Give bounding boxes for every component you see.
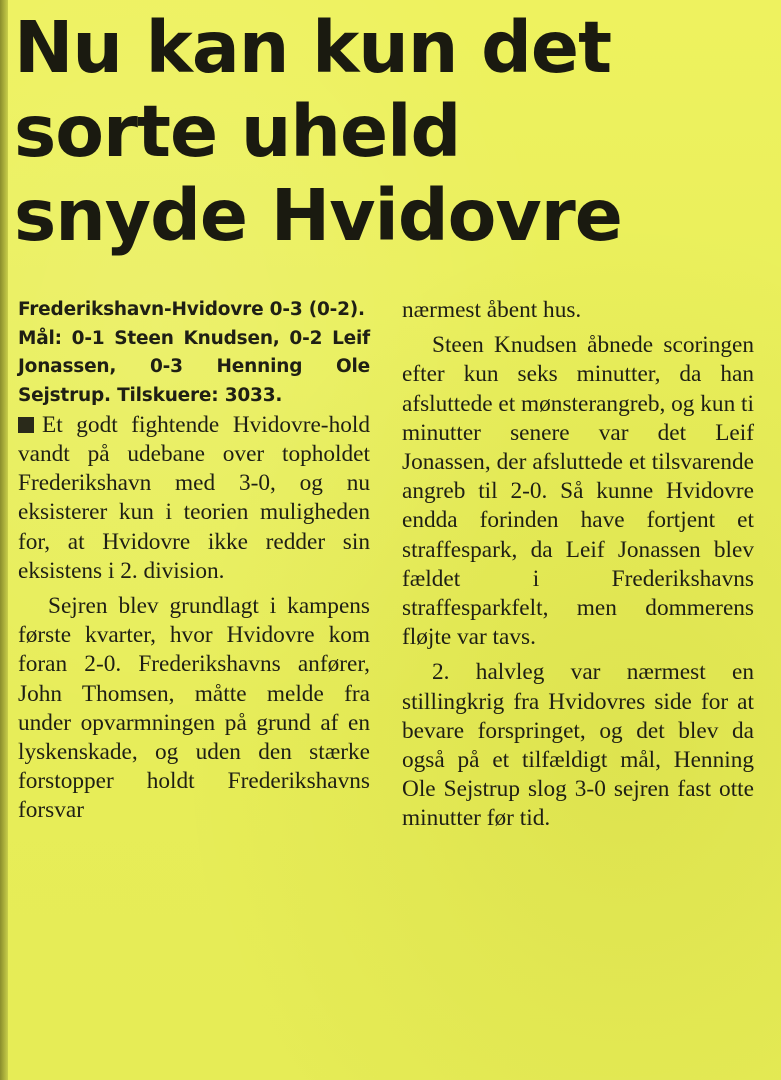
match-result: Frederikshavn-Hvidovre 0-3 (0-2).	[18, 299, 365, 320]
paragraph-4: 2. halvleg var nærmest en stillingkrig fra Hvidovres side for at bevare forspringet, og det blev da også på et tilfældigt mål, Henning Ole Sejstrup slog 3-0 sejren fast otte minutter før tid.	[402, 659, 754, 832]
paragraph-2: Sejren blev grundlagt i kampens første kvarter, hvor Hvidovre kom foran 2-0. Frederikshavns anfører, John Thomsen, måtte melde fra under opvarmningen på grund af en lyskenskade, og uden den stærke forstopper holdt Frederikshavns forsvar	[18, 593, 370, 824]
headline-line-2: sorte uheld	[14, 90, 461, 173]
headline-line-3: snyde Hvidovre	[14, 174, 622, 257]
column-left	[18, 296, 370, 826]
page-edge	[0, 0, 8, 1080]
match-goals: Mål: 0-1 Steen Knudsen, 0-2 Leif Jonassen, 0-3 Henning Ole Sejstrup. Tilskuere: 3033.	[18, 327, 370, 407]
bullet-square-icon	[18, 417, 34, 433]
column-right	[402, 296, 754, 834]
paragraph-1	[18, 411, 370, 586]
paragraph-2-continued: nærmest åbent hus.	[402, 297, 582, 323]
paragraph-1-text: Et godt fightende Hvidovre-hold vandt på udebane over topholdet Frederikshavn med 3-0, og nu eksisterer kun i teorien muligheden for, at Hvidovre ikke redder sin eksistens i 2. division.	[18, 411, 370, 584]
headline-line-1: Nu kan kun det	[14, 6, 612, 89]
paragraph-3: Steen Knudsen åbnede scoringen efter kun seks minutter, da han afsluttede et mønsterangreb, og kun ti minutter senere var det Leif Jonassen, der afsluttede et tilsvarende angreb til 2-0. Så kunne Hvidovre endda forinden have fortjent et straffespark, da Leif Jonassen blev fældet i Frederikshavns straffesparkfelt, men dommerens fløjte var tavs.	[402, 332, 754, 651]
headline	[14, 6, 754, 258]
match-summary	[18, 296, 370, 411]
